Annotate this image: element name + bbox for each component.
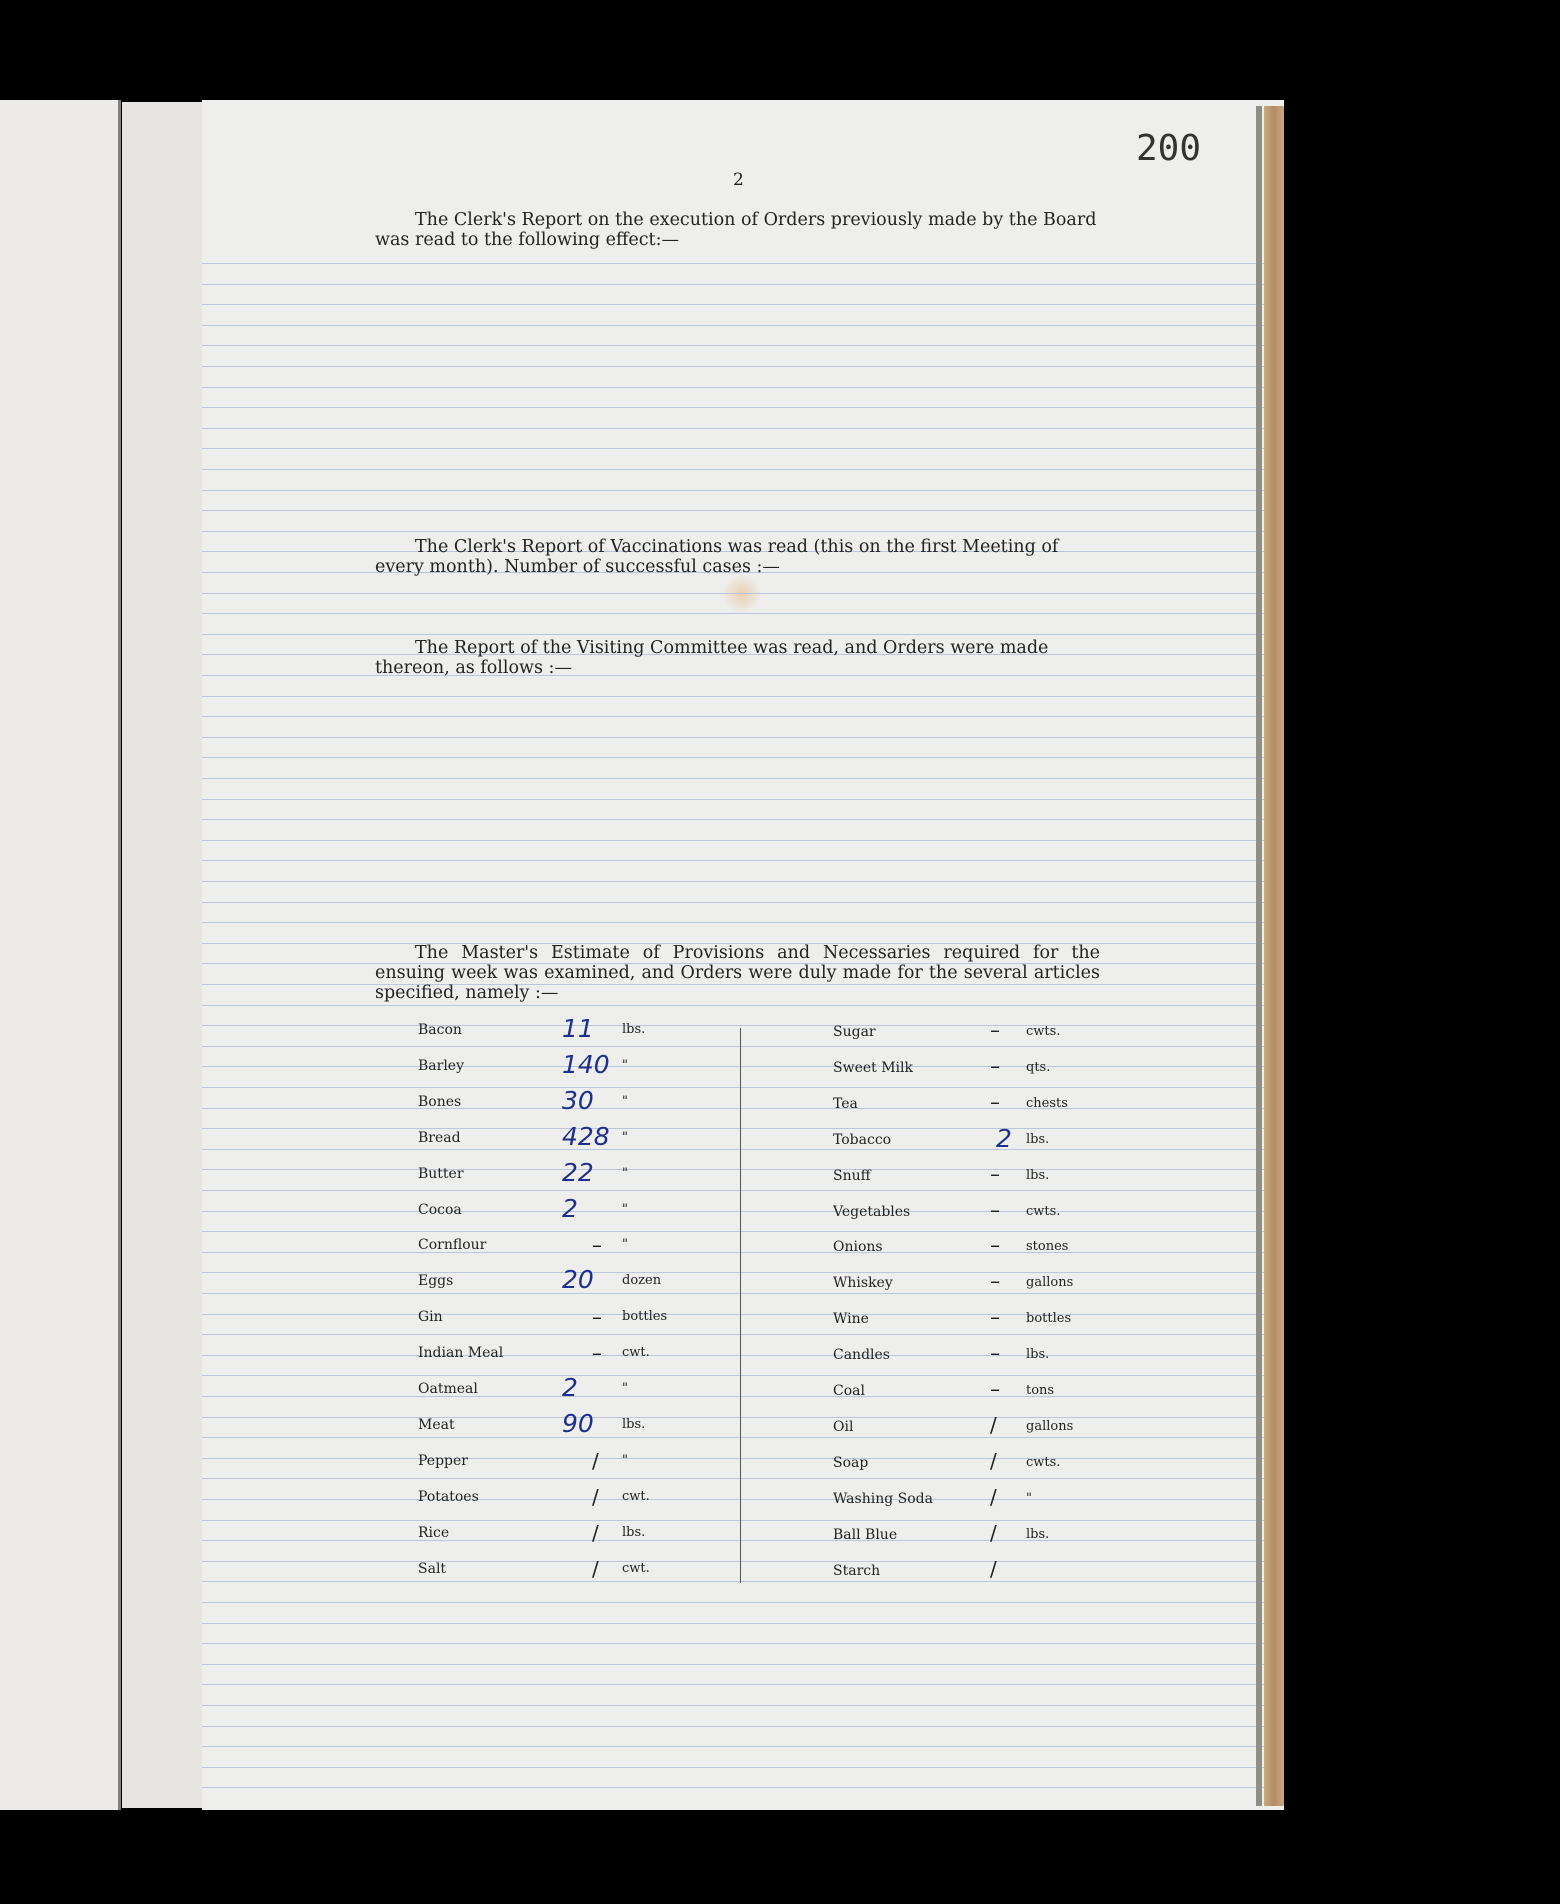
item-quantity: 428 bbox=[562, 1122, 610, 1151]
item-quantity: – bbox=[990, 1162, 1000, 1186]
page-edge-shadow bbox=[1256, 106, 1262, 1806]
item-quantity: / bbox=[592, 1521, 599, 1545]
ruled-line bbox=[202, 1602, 1284, 1603]
item-quantity: / bbox=[592, 1485, 599, 1509]
ruled-line bbox=[202, 366, 1284, 367]
item-quantity: – bbox=[592, 1233, 602, 1257]
ruled-line bbox=[202, 1705, 1284, 1706]
item-unit: " bbox=[622, 1166, 628, 1181]
item-name: Rice bbox=[418, 1525, 450, 1541]
item-unit: cwt. bbox=[622, 1561, 650, 1576]
ruled-line bbox=[202, 1375, 1284, 1376]
item-unit: lbs. bbox=[1026, 1527, 1050, 1542]
ruled-line bbox=[202, 902, 1284, 903]
book-page-edges bbox=[1264, 106, 1284, 1806]
column-divider bbox=[740, 1028, 741, 1583]
item-name: Oil bbox=[833, 1419, 854, 1435]
ruled-line bbox=[202, 1231, 1284, 1232]
ruled-line bbox=[202, 1252, 1284, 1253]
ruled-line bbox=[202, 1396, 1284, 1397]
item-quantity: – bbox=[990, 1198, 1000, 1222]
ruled-line bbox=[202, 448, 1284, 449]
item-name: Ball Blue bbox=[833, 1527, 898, 1543]
ruled-line bbox=[202, 696, 1284, 697]
item-quantity: / bbox=[592, 1449, 599, 1473]
ruled-line bbox=[202, 819, 1284, 820]
ruled-line bbox=[202, 1746, 1284, 1747]
ruled-line bbox=[202, 1314, 1284, 1315]
ruled-line bbox=[202, 1581, 1284, 1582]
item-unit: cwt. bbox=[622, 1345, 650, 1360]
ruled-line bbox=[202, 1458, 1284, 1459]
ruled-line bbox=[202, 1046, 1284, 1047]
item-name: Coal bbox=[833, 1383, 865, 1399]
item-unit: " bbox=[622, 1202, 628, 1217]
item-name: Sugar bbox=[833, 1024, 876, 1040]
item-unit: cwts. bbox=[1026, 1204, 1061, 1219]
item-quantity: 20 bbox=[562, 1265, 594, 1294]
item-name: Oatmeal bbox=[418, 1381, 478, 1397]
item-unit: chests bbox=[1026, 1096, 1068, 1111]
ruled-line bbox=[202, 1128, 1284, 1129]
item-quantity: – bbox=[990, 1305, 1000, 1329]
ruled-line bbox=[202, 716, 1284, 717]
ruled-line bbox=[202, 1149, 1284, 1150]
item-name: Snuff bbox=[833, 1168, 871, 1184]
ruled-line bbox=[202, 757, 1284, 758]
ruled-line bbox=[202, 1664, 1284, 1665]
item-name: Barley bbox=[418, 1058, 464, 1074]
ruled-line bbox=[202, 1726, 1284, 1727]
ruled-line bbox=[202, 1190, 1284, 1191]
item-unit: gallons bbox=[1026, 1275, 1074, 1290]
ruled-line bbox=[202, 881, 1284, 882]
item-name: Gin bbox=[418, 1309, 443, 1325]
ruled-line bbox=[202, 634, 1284, 635]
item-unit: " bbox=[622, 1058, 628, 1073]
ruled-line bbox=[202, 1005, 1284, 1006]
ruled-line bbox=[202, 428, 1284, 429]
ruled-line bbox=[202, 1623, 1284, 1624]
item-name: Indian Meal bbox=[418, 1345, 504, 1361]
ruled-line bbox=[202, 1334, 1284, 1335]
printed-page-number: 2 bbox=[733, 170, 744, 190]
item-unit: " bbox=[1026, 1491, 1032, 1506]
ruled-line bbox=[202, 737, 1284, 738]
item-unit: cwts. bbox=[1026, 1024, 1061, 1039]
item-unit: " bbox=[622, 1381, 628, 1396]
item-name: Bacon bbox=[418, 1022, 462, 1038]
item-quantity: / bbox=[990, 1485, 997, 1509]
item-quantity: 11 bbox=[562, 1014, 594, 1043]
ruled-line bbox=[202, 1787, 1284, 1788]
masters-estimate-paragraph: The Master's Estimate of Provisions and Necessaries required for the ensuing week was examined, and Orders were duly made for the several articles specified, namely :— bbox=[375, 943, 1100, 1003]
item-name: Wine bbox=[833, 1311, 869, 1327]
item-unit: " bbox=[622, 1130, 628, 1145]
vaccinations-report-paragraph: The Clerk's Report of Vaccinations was read (this on the first Meeting of every month). Number of successful cases :— bbox=[375, 537, 1059, 577]
item-quantity: 2 bbox=[996, 1124, 1012, 1153]
facing-page bbox=[0, 100, 121, 1810]
item-name: Meat bbox=[418, 1417, 455, 1433]
item-quantity: 30 bbox=[562, 1086, 594, 1115]
item-name: Tea bbox=[833, 1096, 858, 1112]
item-unit: lbs. bbox=[1026, 1132, 1050, 1147]
item-unit: qts. bbox=[1026, 1060, 1051, 1075]
ruled-line bbox=[202, 1211, 1284, 1212]
item-quantity: – bbox=[990, 1269, 1000, 1293]
paper-stain bbox=[722, 574, 762, 614]
item-unit: bottles bbox=[622, 1309, 668, 1324]
ruled-line bbox=[202, 1087, 1284, 1088]
ruled-line bbox=[202, 1437, 1284, 1438]
item-quantity: 22 bbox=[562, 1158, 594, 1187]
item-quantity: / bbox=[990, 1449, 997, 1473]
item-quantity: – bbox=[592, 1305, 602, 1329]
ruled-line bbox=[202, 469, 1284, 470]
item-name: Butter bbox=[418, 1166, 464, 1182]
ruled-line bbox=[202, 1478, 1284, 1479]
ruled-line bbox=[202, 1520, 1284, 1521]
item-name: Candles bbox=[833, 1347, 890, 1363]
item-name: Cornflour bbox=[418, 1237, 487, 1253]
item-name: Tobacco bbox=[833, 1132, 892, 1148]
item-unit: " bbox=[622, 1237, 628, 1252]
ruled-line bbox=[202, 1417, 1284, 1418]
item-name: Whiskey bbox=[833, 1275, 893, 1291]
item-name: Eggs bbox=[418, 1273, 454, 1289]
ruled-line bbox=[202, 593, 1284, 594]
ruled-line bbox=[202, 263, 1284, 264]
item-name: Onions bbox=[833, 1239, 883, 1255]
item-quantity: 140 bbox=[562, 1050, 610, 1079]
ruled-line bbox=[202, 1169, 1284, 1170]
item-unit: gallons bbox=[1026, 1419, 1074, 1434]
item-name: Cocoa bbox=[418, 1202, 462, 1218]
item-unit: bottles bbox=[1026, 1311, 1072, 1326]
item-quantity: – bbox=[990, 1054, 1000, 1078]
item-unit: lbs. bbox=[622, 1022, 646, 1037]
item-unit: cwt. bbox=[622, 1489, 650, 1504]
ruled-line bbox=[202, 1499, 1284, 1500]
ruled-line bbox=[202, 1272, 1284, 1273]
ruled-line bbox=[202, 325, 1284, 326]
ruled-line bbox=[202, 1025, 1284, 1026]
item-name: Bread bbox=[418, 1130, 461, 1146]
item-unit: lbs. bbox=[622, 1417, 646, 1432]
item-unit: dozen bbox=[622, 1273, 662, 1288]
ruled-line bbox=[202, 1293, 1284, 1294]
ruled-line bbox=[202, 1355, 1284, 1356]
ruled-line bbox=[202, 284, 1284, 285]
item-quantity: 2 bbox=[562, 1373, 578, 1402]
ruled-line bbox=[202, 1561, 1284, 1562]
ruled-line bbox=[202, 799, 1284, 800]
item-quantity: – bbox=[592, 1341, 602, 1365]
item-quantity: – bbox=[990, 1341, 1000, 1365]
item-quantity: – bbox=[990, 1018, 1000, 1042]
ruled-line bbox=[202, 778, 1284, 779]
item-quantity: / bbox=[990, 1521, 997, 1545]
item-unit: cwts. bbox=[1026, 1455, 1061, 1470]
item-unit: " bbox=[622, 1094, 628, 1109]
item-quantity: – bbox=[990, 1090, 1000, 1114]
ruled-line bbox=[202, 613, 1284, 614]
ruled-line bbox=[202, 1767, 1284, 1768]
folio-stamp-number: 200 bbox=[1136, 128, 1202, 169]
ruled-line bbox=[202, 840, 1284, 841]
item-quantity: – bbox=[990, 1377, 1000, 1401]
page-gutter bbox=[122, 102, 203, 1808]
ruled-line bbox=[202, 407, 1284, 408]
item-unit: tons bbox=[1026, 1383, 1055, 1398]
item-unit: lbs. bbox=[1026, 1168, 1050, 1183]
item-name: Pepper bbox=[418, 1453, 468, 1469]
ruled-line bbox=[202, 1684, 1284, 1685]
item-quantity: / bbox=[990, 1557, 997, 1581]
ruled-line bbox=[202, 304, 1284, 305]
ruled-line bbox=[202, 345, 1284, 346]
ruled-line bbox=[202, 510, 1284, 511]
ruled-line bbox=[202, 387, 1284, 388]
ruled-line bbox=[202, 1108, 1284, 1109]
clerk-orders-report-paragraph: The Clerk's Report on the execution of Orders previously made by the Board was read to the following effect:— bbox=[375, 210, 1097, 250]
item-quantity: / bbox=[592, 1557, 599, 1581]
item-name: Salt bbox=[418, 1561, 447, 1577]
item-unit: lbs. bbox=[1026, 1347, 1050, 1362]
item-quantity: 90 bbox=[562, 1409, 594, 1438]
item-unit: stones bbox=[1026, 1239, 1069, 1254]
item-name: Soap bbox=[833, 1455, 869, 1471]
ruled-line bbox=[202, 1643, 1284, 1644]
item-unit: " bbox=[622, 1453, 628, 1468]
item-name: Starch bbox=[833, 1563, 881, 1579]
item-name: Bones bbox=[418, 1094, 462, 1110]
item-name: Washing Soda bbox=[833, 1491, 933, 1507]
ruled-line bbox=[202, 1540, 1284, 1541]
ruled-line bbox=[202, 860, 1284, 861]
ruled-line bbox=[202, 1066, 1284, 1067]
item-name: Potatoes bbox=[418, 1489, 479, 1505]
ruled-line bbox=[202, 922, 1284, 923]
item-quantity: 2 bbox=[562, 1194, 578, 1223]
ruled-line bbox=[202, 490, 1284, 491]
item-unit: lbs. bbox=[622, 1525, 646, 1540]
item-name: Sweet Milk bbox=[833, 1060, 913, 1076]
item-quantity: – bbox=[990, 1233, 1000, 1257]
ruled-line bbox=[202, 531, 1284, 532]
visiting-committee-paragraph: The Report of the Visiting Committee was read, and Orders were made thereon, as follows :— bbox=[375, 638, 1049, 678]
item-quantity: / bbox=[990, 1413, 997, 1437]
item-name: Vegetables bbox=[833, 1204, 911, 1220]
